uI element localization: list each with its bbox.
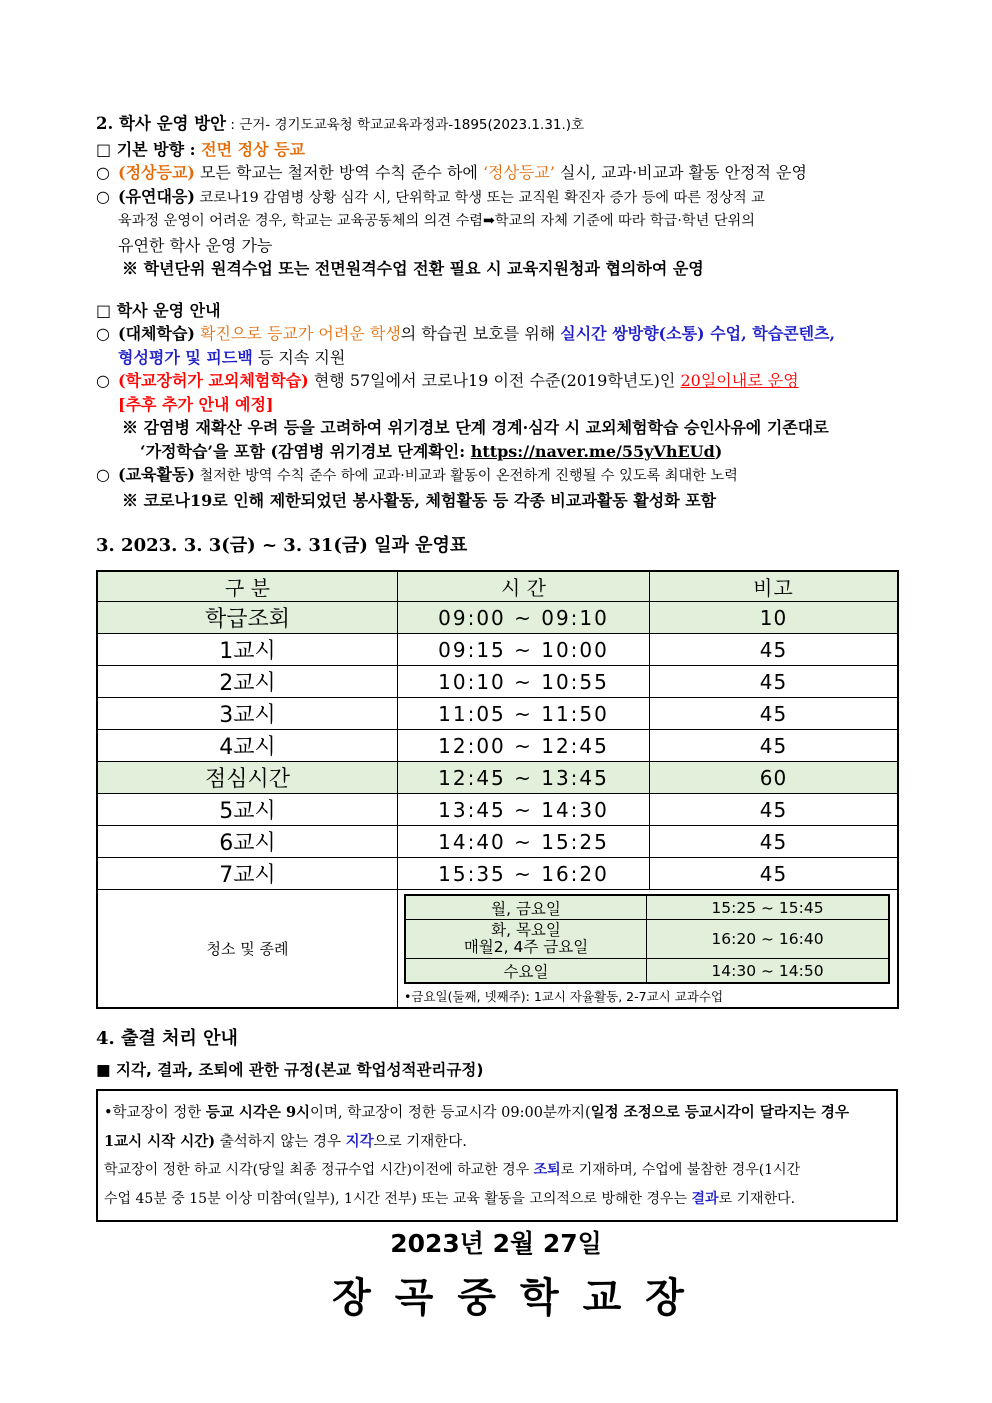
period-time: 11:05 ~ 11:50 (398, 698, 650, 730)
period-minutes: 45 (650, 826, 899, 858)
cleaning-day-line: 매월2, 4주 금요일 (463, 938, 589, 956)
item-text: 현행 57일에서 코로나19 이전 수준(2019학년도)인 (308, 371, 681, 390)
table-header-row (97, 571, 898, 602)
rule-text: 로 기재하며, 수업에 불참한 경우(1시간 (560, 1162, 801, 1178)
note-text: ) (714, 441, 723, 461)
operation-guide-label: □ 학사 운영 안내 (96, 300, 221, 320)
period-name: 6교시 (97, 826, 398, 858)
period-name: 5교시 (97, 794, 398, 826)
item-text: 의 학습권 보호를 위해 (400, 324, 561, 343)
period-name: 3교시 (97, 698, 398, 730)
period-time: 12:00 ~ 12:45 (398, 730, 650, 762)
friday-note: •금요일(둘째, 넷째주): 1교시 자율활동, 2-7교시 교과수업 (404, 989, 724, 1004)
item-text: 철저한 방역 수칙 준수 하에 교과·비교과 활동이 온전하게 진행될 수 있도록 최대한 노력 (194, 468, 738, 484)
schedule-row (97, 666, 898, 698)
bullet-circle: ○ (96, 163, 110, 182)
period-time: 13:45 ~ 14:30 (398, 794, 650, 826)
period-minutes: 60 (650, 762, 899, 794)
document-date: 2023년 2월 27일 (390, 1229, 602, 1258)
item-alt-learning-line2 (96, 346, 898, 370)
section2-title: 2. 학사 운영 방안 (96, 114, 227, 133)
header-note: 비고 (650, 571, 899, 602)
note-home-learning: ※ 감염병 재확산 우려 등을 고려하여 위기경보 단계 경계·심각 시 교외체험학습 승인사유에 기존대로 (122, 418, 829, 437)
absence-result-term: 결과 (691, 1190, 719, 1207)
note-text: ‘가정학습’을 포함 (감염병 위기경보 단계확인: (140, 441, 471, 461)
cleaning-time-row (405, 895, 889, 920)
period-minutes: 45 (650, 730, 899, 762)
attendance-rule-box (96, 1089, 898, 1222)
rule-text: •학교장이 정한 (104, 1105, 206, 1121)
period-minutes: 45 (650, 858, 899, 890)
daily-schedule-table (96, 570, 899, 1009)
rule-text: 이며, 학교장이 정한 등교시각 09:00분까지( (310, 1105, 591, 1121)
schedule-row (97, 602, 898, 634)
cleaning-day: 월, 금요일 (405, 895, 647, 920)
cleaning-time-row (405, 920, 889, 959)
basic-direction-value: 전면 정상 등교 (201, 139, 306, 159)
item-text: 실시, 교과·비교과 활동 안정적 운영 (554, 163, 807, 182)
bullet-circle: ○ (96, 465, 110, 484)
bullet-circle: ○ (96, 324, 110, 343)
rule-text: 수업 45분 중 15분 이상 미참여(일부), 1시간 전부) 또는 교육 활동을 고의적으로 방해한 경우는 (104, 1190, 692, 1207)
schedule-row (97, 634, 898, 666)
attendance-rule-heading: ■ 지각, 결과, 조퇴에 관한 규정(본교 학업성적관리규정) (96, 1061, 484, 1079)
period-time: 09:00 ~ 09:10 (398, 602, 650, 634)
cleaning-time: 16:20 ~ 16:40 (647, 920, 890, 959)
schedule-row (97, 730, 898, 762)
note-remote-class: ※ 학년단위 원격수업 또는 전면원격수업 전환 필요 시 교육지원청과 협의하여 운영 (122, 259, 704, 278)
schedule-row (97, 826, 898, 858)
item-field-trip-line2: [추후 추가 안내 예정] (118, 394, 274, 414)
tardy-term: 지각 (345, 1132, 374, 1150)
item-text: 등 지속 지원 (252, 347, 346, 367)
cleaning-label: 청소 및 종례 (97, 890, 398, 1009)
note-home-learning-line2 (96, 440, 898, 464)
period-name: 학급조회 (97, 602, 398, 634)
period-time: 10:10 ~ 10:55 (398, 666, 650, 698)
basic-direction-label: □ 기본 방향 : (96, 139, 202, 159)
rule-text: 출석하지 않는 경우 (215, 1133, 346, 1150)
cleaning-day: 수요일 (405, 959, 647, 984)
schedule-row (97, 762, 898, 794)
item-red-text: 20일이내로 운영 (680, 371, 799, 390)
section2-basis: : 근거- 경기도교육청 학교교육과정과-1895(2023.1.31.)호 (226, 117, 585, 133)
period-name: 7교시 (97, 858, 398, 890)
rule-bold: 1교시 시작 시간) (104, 1132, 216, 1150)
cleaning-time-row (405, 959, 889, 984)
item-field-trip (96, 369, 898, 393)
cleaning-time: 15:25 ~ 15:45 (647, 895, 890, 920)
cleaning-detail (398, 890, 899, 1009)
item-tag: (대체학습) (118, 324, 195, 343)
item-tag: (정상등교) (118, 163, 195, 182)
rule-bold: 등교 시각은 9시 (205, 1104, 311, 1121)
item-blue-text: 실시간 쌍방향(소통) 수업, 학습콘텐츠, (560, 324, 836, 343)
item-flexible-response (96, 185, 898, 211)
period-name: 4교시 (97, 730, 398, 762)
early-leave-term: 조퇴 (533, 1162, 561, 1178)
cleaning-time-table (404, 894, 890, 984)
item-quote: ‘정상등교’ (482, 163, 555, 182)
item-tag: (교육활동) (118, 465, 195, 484)
cleaning-row (97, 890, 898, 1009)
item-orange-text: 확진으로 등교가 어려운 학생 (194, 324, 401, 343)
period-time: 09:15 ~ 10:00 (398, 634, 650, 666)
academic-plan-section (96, 112, 898, 512)
schedule-row (97, 794, 898, 826)
header-time: 시 간 (398, 571, 650, 602)
basic-direction (96, 138, 898, 162)
period-minutes: 45 (650, 794, 899, 826)
period-minutes: 45 (650, 666, 899, 698)
school-principal: 장곡중학교장 (332, 1275, 708, 1321)
item-alt-learning (96, 322, 898, 346)
bullet-circle: ○ (96, 371, 110, 390)
period-time: 15:35 ~ 16:20 (398, 858, 650, 890)
period-time: 14:40 ~ 15:25 (398, 826, 650, 858)
rule-text: 으로 기재한다. (373, 1133, 467, 1150)
rule-line-3 (104, 1156, 890, 1185)
header-category: 구 분 (97, 571, 398, 602)
rule-text: 로 기재한다. (718, 1190, 796, 1207)
bullet-circle: ○ (96, 186, 110, 206)
rule-line-1 (104, 1099, 890, 1128)
item-blue-text: 형성평가 및 피드백 (118, 347, 253, 367)
item-text: 코로나19 감염병 상황 심각 시, 단위학교 학생 또는 교직원 확진자 증가 등에 따른 정상적 교 (194, 189, 765, 206)
cleaning-day-line: 화, 목요일 (491, 921, 561, 939)
period-name: 점심시간 (97, 762, 398, 794)
period-minutes: 10 (650, 602, 899, 634)
section2-header (96, 112, 898, 138)
item-education-activity (96, 463, 898, 489)
note-extracurricular: ※ 코로나19로 인해 제한되었던 봉사활동, 체험활동 등 각종 비교과활동 활성화 포함 (122, 490, 717, 510)
period-name: 1교시 (97, 634, 398, 666)
section4-title: 4. 출결 처리 안내 (96, 1028, 238, 1049)
cleaning-time: 14:30 ~ 14:50 (647, 959, 890, 984)
section3-title: 3. 2023. 3. 3(금) ~ 3. 31(금) 일과 운영표 (96, 535, 468, 556)
item-tag: (학교장허가 교외체험학습) (118, 371, 309, 390)
period-minutes: 45 (650, 698, 899, 730)
cleaning-day (405, 920, 647, 959)
period-minutes: 45 (650, 634, 899, 666)
item-text-line3: 유연한 학사 운영 가능 (118, 235, 273, 255)
rule-text: 학교장이 정한 하교 시각(당일 최종 정규수업 시간)이전에 하교한 경우 (104, 1162, 534, 1178)
rule-line-2 (104, 1128, 890, 1157)
rule-bold: 일정 조정으로 등교시각이 달라지는 경우 (590, 1104, 849, 1121)
item-text: 모든 학교는 철저한 방역 수칙 준수 하에 (194, 163, 483, 182)
rule-line-4 (104, 1185, 890, 1214)
period-time: 12:45 ~ 13:45 (398, 762, 650, 794)
schedule-row (97, 858, 898, 890)
crisis-level-link[interactable]: https://naver.me/55yVhEUd (470, 441, 715, 461)
item-text-line2: 육과정 운영이 어려운 경우, 학교는 교육공동체의 의견 수렴➡학교의 자체 기준에 따라 학급·학년 단위의 (118, 213, 755, 229)
schedule-row (97, 698, 898, 730)
item-normal-attendance (96, 161, 898, 185)
period-name: 2교시 (97, 666, 398, 698)
item-tag: (유연대응) (118, 186, 195, 206)
